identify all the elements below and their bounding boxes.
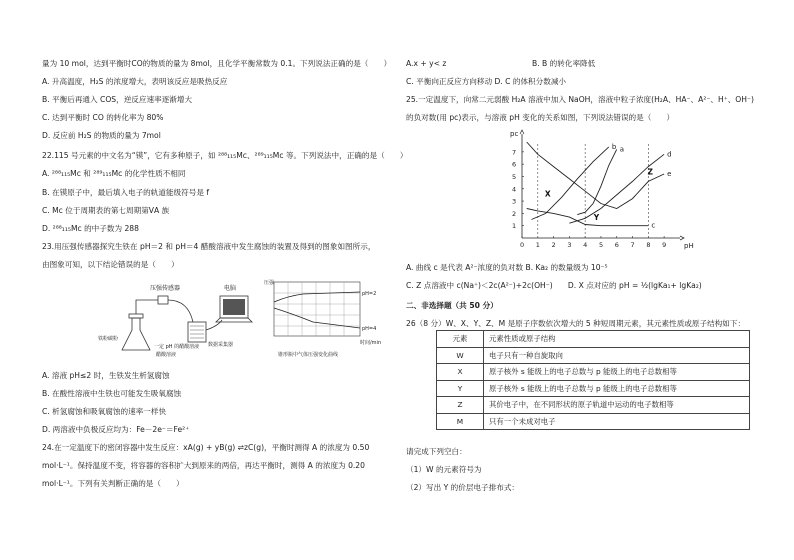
y-axis-label: pc xyxy=(510,130,519,138)
series-label-e: e xyxy=(667,170,672,178)
x-tick-label: 7 xyxy=(630,241,635,249)
pressure-xlabel: 时间/min xyxy=(360,340,382,346)
q25-options-ab: A. 曲线 c 是代表 A²⁻浓度的负对数 B. Ka₂ 的数量级为 10⁻⁵ xyxy=(406,263,608,272)
table-row xyxy=(437,413,750,430)
y-axis-arrow-icon xyxy=(520,130,524,134)
q23-stem-line1: 23.用压强传感器探究生铁在 pH＝2 和 pH＝4 醋酸溶液中发生腐蚀的装置及得到的图象如图所示， xyxy=(42,242,376,251)
y-tick-label: 2 xyxy=(512,209,517,218)
y-tick-label: 6 xyxy=(512,160,517,169)
point-label-Y: Y xyxy=(593,213,600,223)
table-cell: 原子核外 s 能级上的电子总数与 p 能级上的电子总数相等 xyxy=(484,364,750,381)
y-tick-label: 1 xyxy=(512,222,517,231)
table-row xyxy=(437,347,750,364)
table-header-row xyxy=(437,331,750,348)
q24-stem-line2: mol·L⁻¹。保持温度不变，将容器的容积扩大到原来的两倍，再达平衡时，测得 A 的浓度为 0.20 xyxy=(42,461,365,470)
x-tick-label: 4 xyxy=(583,241,588,249)
x-tick-label: 9 xyxy=(662,241,667,249)
pc-ph-chart xyxy=(500,130,694,256)
q22-option-c: C. Mc 位于周期表的第七周期第ⅤA 族 xyxy=(42,206,170,215)
sensor-box-icon xyxy=(158,296,168,304)
q25-options-cd: C. Z 点溶液中 c(Na⁺)＜2c(A²⁻)+2c(OH⁻) D. X 点对应的 pH = ½(lgKa₁+ lgKa₂) xyxy=(406,281,702,290)
table-cell: Z xyxy=(437,397,484,414)
x-tick-label: 2 xyxy=(551,241,556,249)
x-tick-label: 5 xyxy=(598,241,604,249)
q24-stem-line3: mol·L⁻¹。下列有关判断正确的是（ ） xyxy=(42,479,184,488)
pressure-ylabel: 压强 xyxy=(264,280,275,286)
q25-stem-line2: 的负对数(用 pc)表示，与溶液 pH 变化的关系如图，下列说法错误的是（ ） xyxy=(406,113,675,122)
table-cell: W xyxy=(437,347,484,364)
series-label-c: c xyxy=(651,221,656,230)
y-tick-label: 7 xyxy=(512,148,517,157)
table-cell: 只有一个未成对电子 xyxy=(484,413,750,430)
q21-option-a: A. 升高温度，H₂S 的浓度增大，表明该反应是吸热反应 xyxy=(42,77,228,86)
element-table xyxy=(436,330,750,430)
table-row xyxy=(437,364,750,381)
series-label-d: d xyxy=(667,150,672,159)
q23-option-c: C. 析氢腐蚀和吸氧腐蚀的速率一样快 xyxy=(42,407,167,416)
table-cell: Y xyxy=(437,380,484,397)
table-cell: X xyxy=(437,364,484,381)
pc-labels xyxy=(545,143,672,230)
q23-option-a: A. 溶液 pH≤2 时，生铁发生析氢腐蚀 xyxy=(42,371,170,380)
table-cell: M xyxy=(437,413,484,430)
pressure-chart xyxy=(264,279,381,358)
q21-stem: 量为 10 mol，达到平衡时CO的物质的量为 8mol，且化学平衡常数为 0.1。下列说法正确的是（ ） xyxy=(42,59,392,68)
q23-stem-line2: 由图象可知，以下结论错误的是（ ） xyxy=(42,260,179,269)
x-axis-label: pH xyxy=(684,242,694,250)
y-tick-label: 5 xyxy=(512,172,517,181)
collector-icon xyxy=(188,322,206,342)
q23-option-d: D. 两溶液中负极反应均为：Fe－2e⁻＝Fe²⁺ xyxy=(42,425,190,434)
series-label-b: b xyxy=(611,142,617,151)
x-axis-arrow-icon xyxy=(680,236,684,240)
y-tick-label: 3 xyxy=(512,197,517,206)
acid-label: 醋酸溶液 xyxy=(156,352,177,358)
q26-fill-prompt: 请完成下列空白： xyxy=(406,447,467,456)
q26-sub2: （2）写出 Y 的价层电子排布式： xyxy=(406,483,520,492)
q21-option-d: D. 反应前 H₂S 的物质的量为 7mol xyxy=(42,131,161,140)
stopper-icon xyxy=(129,314,143,318)
q26-stem: 26（8 分）W、X、Y、Z、M 是原子序数依次增大的 5 种短周期元素，其元素性质或原子结构如下： xyxy=(406,319,746,328)
q24-options-cd: C. 平衡向正反应方向移动 D. C 的体积分数减小 xyxy=(406,77,567,86)
q23-option-b: B. 在酸性溶液中生铁也可能发生吸氧腐蚀 xyxy=(42,389,182,398)
q25-stem-line1: 25.一定温度下，向常二元弱酸 H₂A 溶液中加入 NaOH，溶液中粒子浓度(H₂A、HA⁻、A²⁻、H⁺、OH⁻) xyxy=(406,95,754,104)
q24-stem-line1: 24.在一定温度下的密闭容器中发生反应：xA(g) + yB(g) ⇌zC(g)，平衡时测得 A 的浓度为 0.50 xyxy=(42,443,370,452)
tube-icon xyxy=(136,300,158,314)
series-label-a: a xyxy=(619,145,625,154)
curve-ph4 xyxy=(274,308,360,328)
series-label-ph4: pH=4 xyxy=(362,326,377,332)
series-line-a xyxy=(577,149,616,214)
series-line-b xyxy=(532,147,609,223)
q21-option-b: B. 平衡后再通入 COS，逆反应速率逐渐增大 xyxy=(42,95,193,104)
q24-option-b: B. B 的转化率降低 xyxy=(532,59,596,68)
series-label-ph2: pH=2 xyxy=(362,291,377,297)
x-tick-label: 0 xyxy=(520,241,525,249)
apparatus-figure xyxy=(98,270,398,362)
collector-label: 数据采集器 xyxy=(208,342,234,348)
section-title: 二、非选择题（共 50 分） xyxy=(406,301,498,310)
q21-option-c: C. 达到平衡时 CO 的转化率为 80% xyxy=(42,113,164,122)
table-cell: 其价电子中，在不同形状的原子轨道中运动的电子数相等 xyxy=(484,397,750,414)
table-row xyxy=(437,380,750,397)
table-cell: 电子只有一种自旋取向 xyxy=(484,347,750,364)
q22-option-b: B. 在镆原子中，最后填入电子的轨道能级符号是 f xyxy=(42,188,209,197)
x-tick-label: 1 xyxy=(535,241,540,249)
pressure-caption: 锥形瓶中气体压强变化曲线 xyxy=(278,352,339,358)
x-tick-label: 3 xyxy=(567,241,572,249)
table-header: 元素性质或原子结构 xyxy=(484,331,750,348)
x-tick-label: 8 xyxy=(646,241,651,249)
sensor-label: 压强传感器 xyxy=(150,285,181,292)
q22-option-a: A. ²⁸⁸₁₁₅Mc 和 ²⁸⁹₁₁₅Mc 的化学性质不相同 xyxy=(42,169,186,178)
pc-dashed-lines xyxy=(538,144,649,238)
table-header: 元素 xyxy=(437,331,484,348)
flask-icon xyxy=(122,318,150,350)
table-row xyxy=(437,397,750,414)
computer-label: 电脑 xyxy=(224,285,237,292)
q26-sub1: （1）W 的元素符号为 xyxy=(406,465,482,474)
q24-option-a: A.x + y< z xyxy=(406,59,447,68)
point-label-Z: Z xyxy=(647,167,653,177)
ironcarbon-label: 铁粉碳粉 xyxy=(98,336,119,342)
acid-phrase-label: 一定 pH 的醋酸溶液 xyxy=(154,344,200,350)
q22-option-d: D. ²⁸⁸₁₁₅Mc 的中子数为 288 xyxy=(42,224,139,233)
table-cell: 原子核外 s 能级上的电子总数与 p 能级上的电子总数相等 xyxy=(484,380,750,397)
q22-stem: 22.115 号元素的中文名为“镆”，它有多种原子，如 ²⁸⁸₁₁₅Mc、²⁸⁹₁₁₅Mc 等。下列说法中，正确的是（ ） xyxy=(42,151,408,160)
y-tick-label: 4 xyxy=(512,185,517,194)
point-label-X: X xyxy=(544,189,551,199)
x-tick-label: 6 xyxy=(614,241,619,249)
curve-ph2 xyxy=(274,292,360,302)
